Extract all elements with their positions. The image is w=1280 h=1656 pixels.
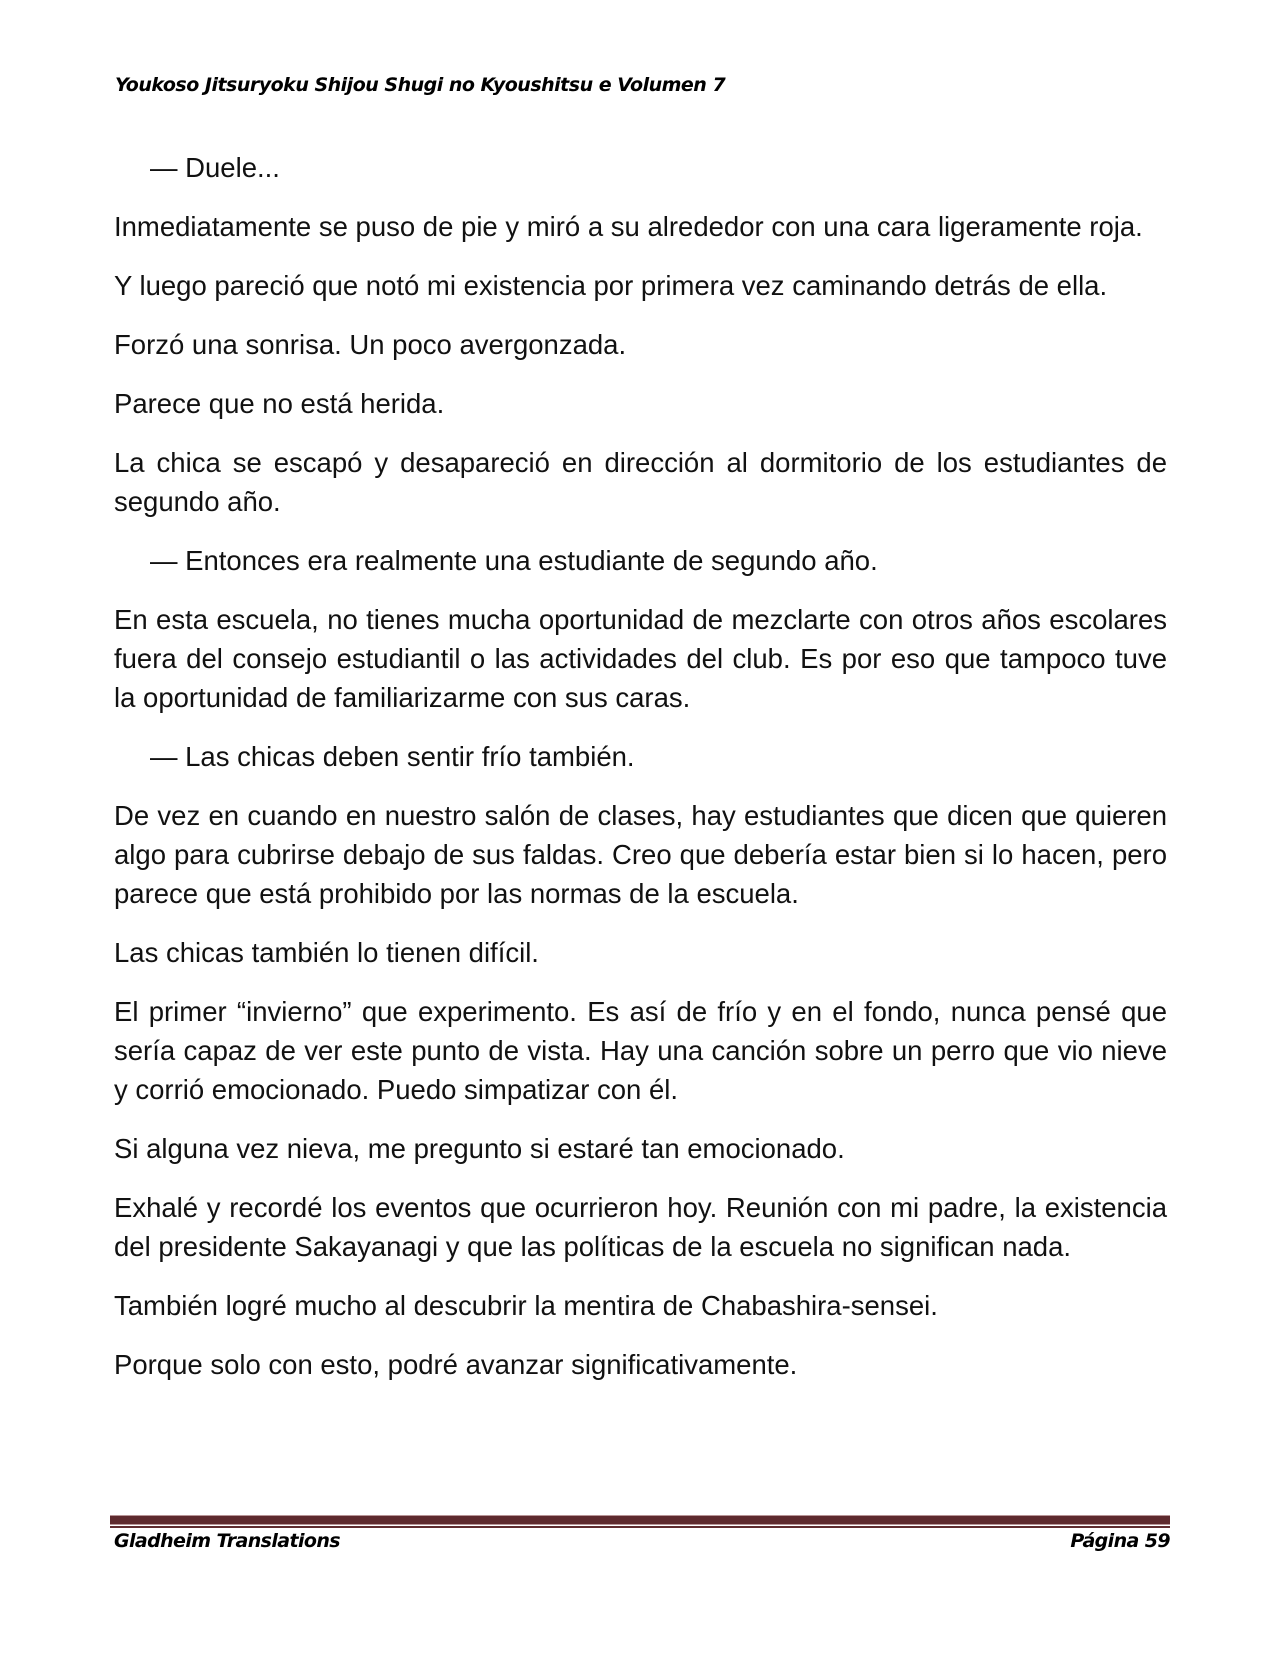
page-number: Página 59 [1070, 1530, 1170, 1552]
paragraph: — Entonces era realmente una estudiante de segundo año. [150, 545, 878, 576]
paragraph: — Las chicas deben sentir frío también. [150, 741, 635, 772]
paragraph: La chica se escapó y desapareció en dirección al dormitorio de los estudiantes de segundo año. [114, 447, 1167, 517]
footer-credit: Gladheim Translations [114, 1530, 340, 1552]
paragraph: En esta escuela, no tienes mucha oportunidad de mezclarte con otros años escolares fuera del consejo estudiantil o las actividades del club. Es por eso que tampoco tuve la oportunidad de familiarizarme con sus caras. [114, 604, 1167, 713]
paragraph: El primer “invierno” que experimento. Es así de frío y en el fondo, nunca pensé que sería capaz de ver este punto de vista. Hay una canción sobre un perro que vio nieve y corrió emocionado. Puedo simpatizar con él. [114, 996, 1167, 1105]
footer-rule [110, 1515, 1170, 1525]
footer-rule-thin [110, 1526, 1170, 1528]
paragraph: También logré mucho al descubrir la mentira de Chabashira-sensei. [114, 1290, 938, 1321]
paragraph: Las chicas también lo tienen difícil. [114, 937, 539, 968]
paragraph: — Duele... [150, 152, 280, 183]
paragraph: Porque solo con esto, podré avanzar significativamente. [114, 1349, 798, 1380]
running-header: Youkoso Jitsuryoku Shijou Shugi no Kyoushitsu e Volumen 7 [115, 74, 726, 96]
paragraph: Parece que no está herida. [114, 388, 445, 419]
paragraph: De vez en cuando en nuestro salón de clases, hay estudiantes que dicen que quieren algo para cubrirse debajo de sus faldas. Creo que debería estar bien si lo hacen, pero parece que está prohibido por las normas de la escuela. [114, 800, 1167, 909]
paragraph: Forzó una sonrisa. Un poco avergonzada. [114, 329, 627, 360]
page-body [114, 148, 1167, 1404]
paragraph: Y luego pareció que notó mi existencia por primera vez caminando detrás de ella. [114, 270, 1108, 301]
paragraph: Inmediatamente se puso de pie y miró a su alrededor con una cara ligeramente roja. [114, 211, 1143, 242]
paragraph: Si alguna vez nieva, me pregunto si estaré tan emocionado. [114, 1133, 845, 1164]
paragraph: Exhalé y recordé los eventos que ocurrieron hoy. Reunión con mi padre, la existencia del presidente Sakayanagi y que las políticas de la escuela no significan nada. [114, 1192, 1167, 1262]
